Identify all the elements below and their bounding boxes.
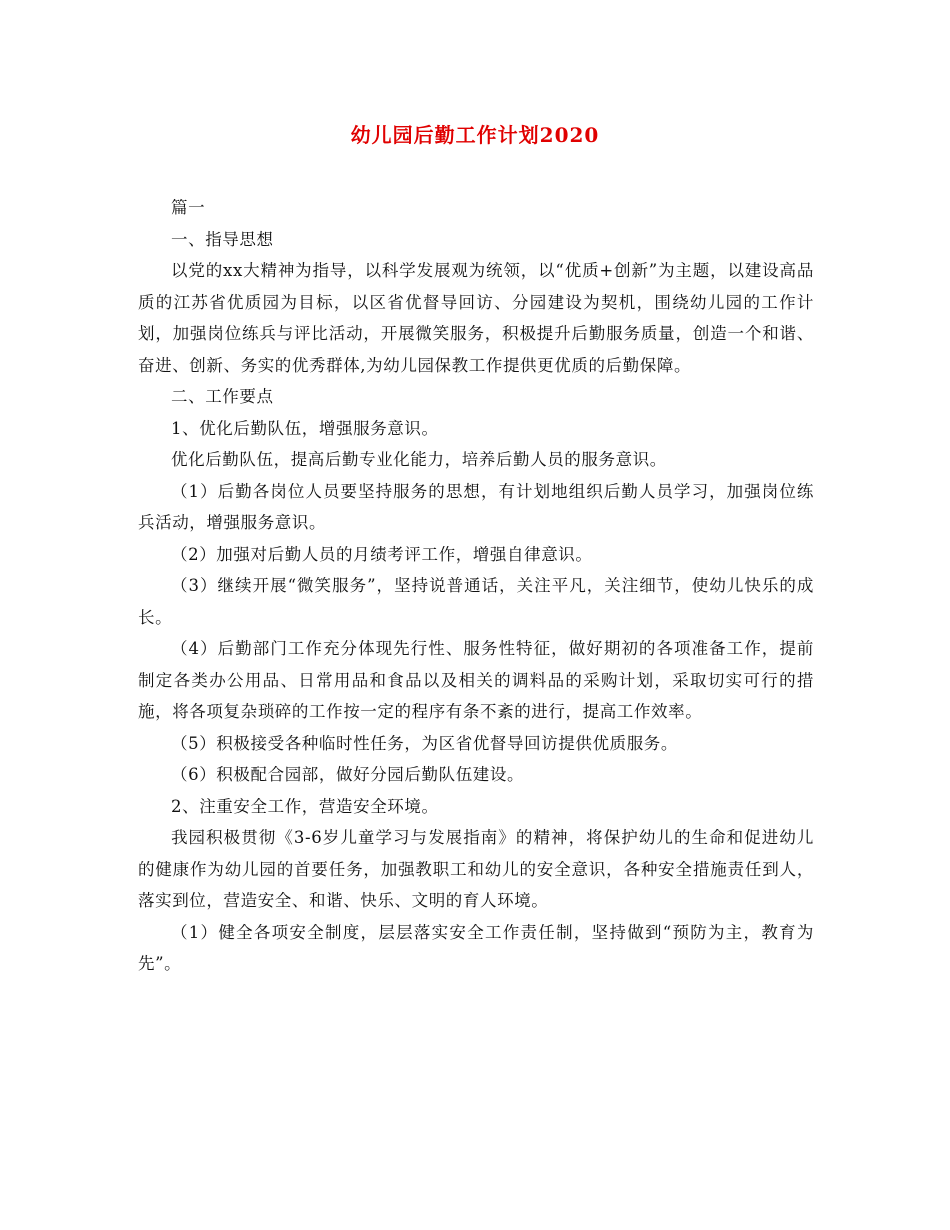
list-item-2: （2）加强对后勤人员的月绩考评工作，增强自律意识。 [171,544,593,564]
subheading-optimize-team: 1、优化后勤队伍，增强服务意识。 [171,418,439,438]
paragraph-optimize-team: 优化后勤队伍，提高后勤专业化能力，培养后勤人员的服务意识。 [171,450,667,469]
list-item-3: （3）继续开展“微笑服务”，坚持说普通话，关注平凡，关注细节，使幼儿快乐的成长。 [138,576,814,627]
list-item-4: （4）后勤部门工作充分体现先行性、服务性特征，做好期初的各项准备工作，提前制定各类办公用品、日常用品和食品以及相关的调料品的采购计划，采取切实可行的措施，将各项复杂琐碎的工作按一定的程序有条不紊的进行，提高工作效率。 [138,639,814,721]
document-title: 幼儿园后勤工作计划2020 [350,123,600,147]
document-body [138,192,814,980]
heading-guiding-ideology: 一、指导思想 [171,229,274,249]
list-item-1: （1）后勤各岗位人员要坚持服务的思想，有计划地组织后勤人员学习，加强岗位练兵活动，增强服务意识。 [138,481,814,532]
paragraph-guiding-ideology: 以党的xx大精神为指导，以科学发展观为统领，以“优质+创新”为主题，以建设高品质的江苏省优质园为目标，以区省优督导回访、分园建设为契机，围绕幼儿园的工作计划，加强岗位练兵与评比活动，开展微笑服务，积极提升后勤服务质量，创造一个和谐、奋进、创新、务实的优秀群体,为幼儿园保教工作提供更优质的后勤保障。 [138,261,814,375]
section-label: 篇一 [171,198,206,217]
safety-list-item-1: （1）健全各项安全制度，层层落实安全工作责任制，坚持做到“预防为主，教育为先”。 [138,922,814,973]
paragraph-safety: 我园积极贯彻《3-6岁儿童学习与发展指南》的精神，将保护幼儿的生命和促进幼儿的健康作为幼儿园的首要任务，加强教职工和幼儿的安全意识，各种安全措施责任到人，落实到位，营造安全、和谐、快乐、文明的育人环境。 [138,828,814,910]
heading-work-points: 二、工作要点 [171,387,274,406]
subheading-safety: 2、注重安全工作，营造安全环境。 [171,796,439,816]
list-item-6: （6）积极配合园部，做好分园后勤队伍建设。 [171,765,525,784]
list-item-5: （5）积极接受各种临时性任务，为区省优督导回访提供优质服务。 [171,733,678,753]
